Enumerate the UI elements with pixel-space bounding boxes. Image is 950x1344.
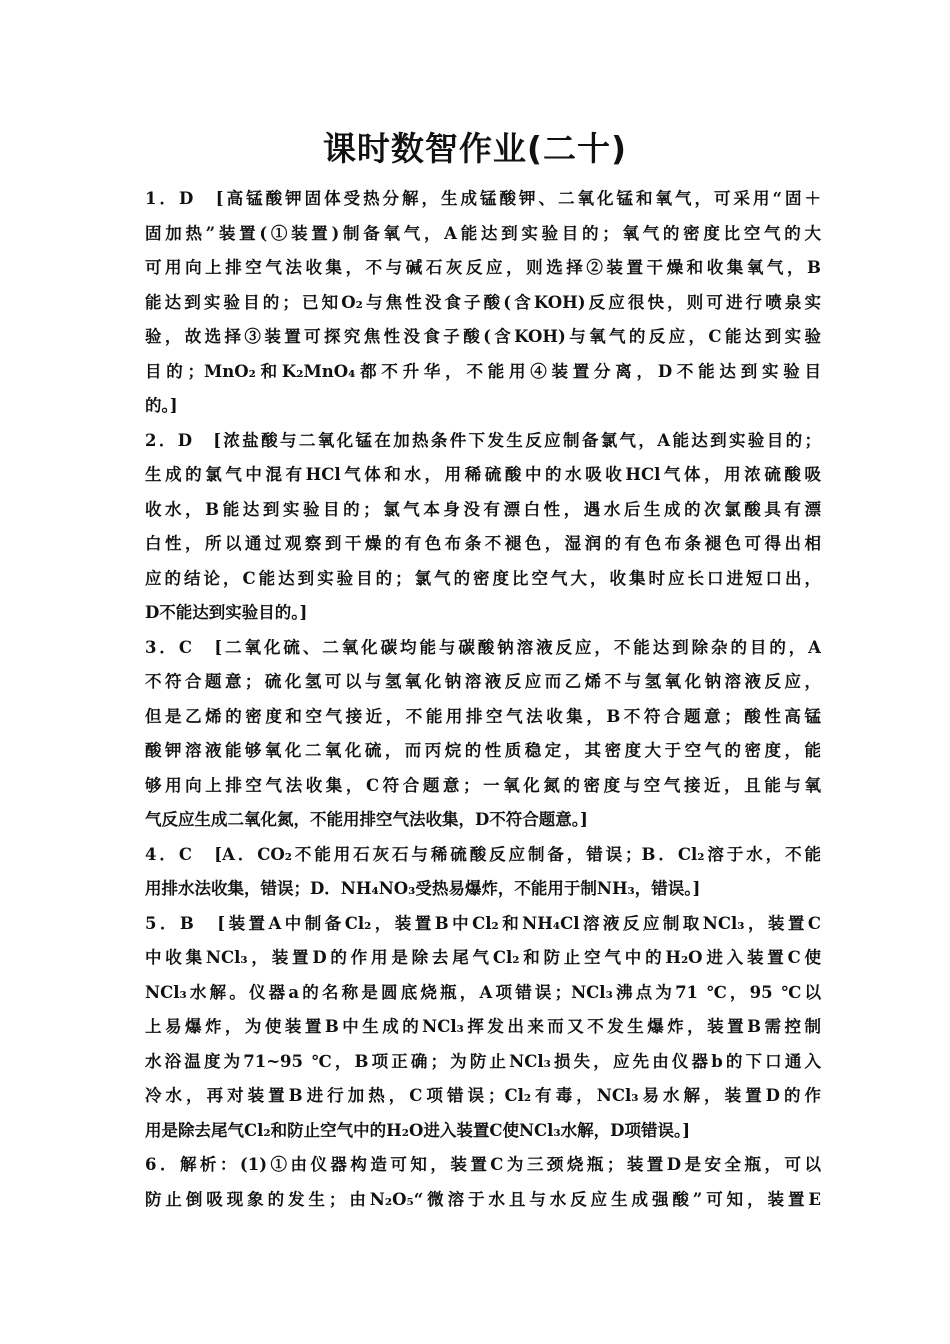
text-line: 白性，所以通过观察到干燥的有色布条不褪色，湿润的有色布条褪色可得出相	[145, 534, 821, 553]
text-line: 4．C [A．CO₂不能用石灰石与稀硫酸反应制备，错误；B．Cl₂溶于水，不能	[145, 844, 821, 864]
text-line: 酸钾溶液能够氧化二氧化硫，而丙烷的性质稳定，其密度大于空气的密度，能	[145, 741, 821, 760]
text-line: 收水，B能达到实验目的；氯气本身没有漂白性，遇水后生成的次氯酸具有漂	[145, 499, 821, 519]
text-line: 冷水，再对装置B进行加热，C项错误；Cl₂有毒，NCl₃易水解，装置D的作	[145, 1086, 821, 1105]
answer-item-4	[145, 838, 821, 907]
text-line: 用是除去尾气Cl₂和防止空气中的H₂O进入装置C使NCl₃水解，D项错误。]	[145, 1120, 691, 1140]
text-line: 3．C [二氧化硫、二氧化碳均能与碳酸钠溶液反应，不能达到除杂的目的，A	[145, 637, 821, 657]
text-line: 5．B [装置A中制备Cl₂，装置B中Cl₂和NH₄Cl溶液反应制取NCl₃，装置C	[145, 913, 821, 933]
text-line: NCl₃水解。仪器a的名称是圆底烧瓶，A项错误；NCl₃沸点为71 ℃，95 ℃以	[145, 982, 821, 1002]
text-line: 验，故选择③装置可探究焦性没食子酸(含KOH)与氧气的反应，C能达到实验	[145, 327, 821, 346]
text-line: 用排水法收集，错误；D．NH₄NO₃受热易爆炸，不能用于制NH₃，错误。]	[145, 879, 701, 898]
text-line: 1．D [高锰酸钾固体受热分解，生成锰酸钾、二氧化锰和氧气，可采用“固＋	[145, 189, 821, 208]
answer-item-1	[145, 182, 821, 424]
answer-item-6	[145, 1148, 821, 1217]
answer-body	[145, 182, 821, 1217]
text-line: 够用向上排空气法收集，C符合题意；一氧化氮的密度与空气接近，且能与氧	[145, 775, 821, 795]
text-line: 的。]	[145, 396, 178, 415]
answer-item-5	[145, 907, 821, 1149]
text-line: D不能达到实验目的。]	[145, 603, 308, 622]
text-line: 水浴温度为71~95 ℃，B项正确；为防止NCl₃损失，应先由仪器b的下口通入	[145, 1051, 821, 1071]
page-title: 课时数智作业(二十)	[322, 129, 628, 168]
text-line: 能达到实验目的；已知O₂与焦性没食子酸(含KOH)反应很快，则可进行喷泉实	[145, 292, 821, 312]
text-line: 中收集NCl₃，装置D的作用是除去尾气Cl₂和防止空气中的H₂O进入装置C使	[145, 948, 821, 967]
text-line: 但是乙烯的密度和空气接近，不能用排空气法收集，B不符合题意；酸性高锰	[145, 706, 821, 726]
answer-item-3	[145, 631, 821, 838]
text-line: 6．解析：(1)①由仪器构造可知，装置C为三颈烧瓶；装置D是安全瓶，可以	[145, 1155, 821, 1174]
answer-item-2	[145, 424, 821, 631]
text-line: 固加热”装置(①装置)制备氧气，A能达到实验目的；氧气的密度比空气的大	[145, 223, 821, 243]
text-line: 生成的氯气中混有HCl气体和水，用稀硫酸中的水吸收HCl气体，用浓硫酸吸	[145, 465, 821, 484]
text-line: 2．D [浓盐酸与二氧化锰在加热条件下发生反应制备氯气，A能达到实验目的；	[145, 430, 821, 450]
text-line: 目的；MnO₂和K₂MnO₄都不升华，不能用④装置分离，D不能达到实验目	[145, 361, 821, 381]
text-line: 防止倒吸现象的发生；由N₂O₅“微溶于水且与水反应生成强酸”可知，装置E	[145, 1189, 821, 1209]
text-line: 不符合题意；硫化氢可以与氢氧化钠溶液反应而乙烯不与氢氧化钠溶液反应，	[145, 672, 821, 691]
text-line: 应的结论，C能达到实验目的；氯气的密度比空气大，收集时应长口进短口出，	[145, 568, 821, 588]
text-line: 上易爆炸，为使装置B中生成的NCl₃挥发出来而又不发生爆炸，装置B需控制	[145, 1017, 821, 1036]
text-line: 气反应生成二氧化氮，不能用排空气法收集，D不符合题意。]	[145, 810, 588, 829]
text-line: 可用向上排空气法收集，不与碱石灰反应，则选择②装置干燥和收集氧气，B	[145, 258, 821, 277]
